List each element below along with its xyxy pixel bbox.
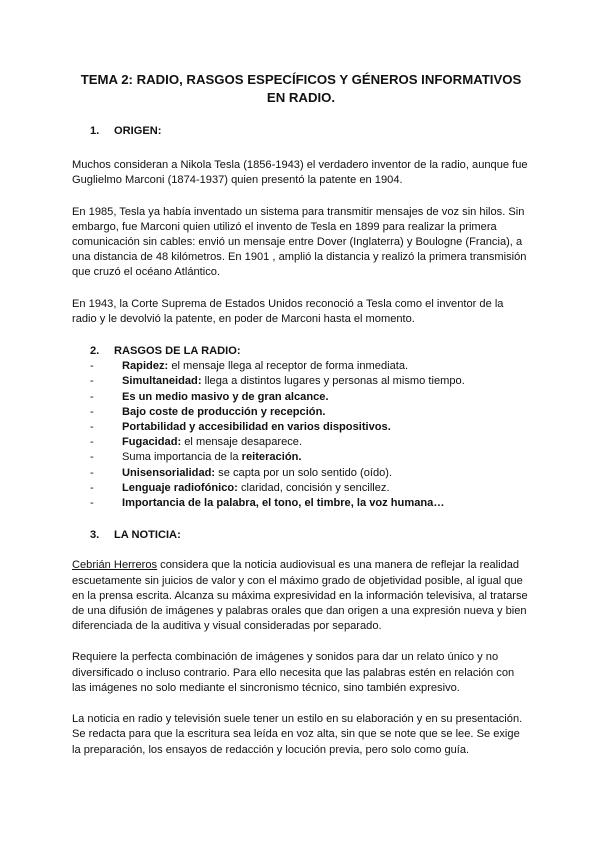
list-item	[72, 450, 528, 465]
list-bullet: -	[90, 405, 94, 418]
list-item	[72, 496, 528, 511]
list-item-text: claridad, concisión y sencillez.	[237, 481, 390, 494]
section-heading-text: LA NOTICIA:	[114, 529, 181, 542]
list-item-bold: Simultaneidad:	[122, 375, 202, 388]
list-item-bold: Rapidez:	[122, 360, 169, 373]
document-title: TEMA 2: RADIO, RASGOS ESPECÍFICOS Y GÉNEROS INFORMATIVOS EN RADIO.	[80, 72, 522, 105]
list-bullet: -	[90, 360, 94, 373]
section-number: 1.	[90, 125, 100, 137]
list-item-bold: reiteración.	[241, 451, 302, 464]
list-item-bold: Importancia de la palabra, el tono, el timbre, la voz humana…	[122, 497, 445, 510]
paragraph-origen-3: En 1943, la Corte Suprema de Estados Unidos reconoció a Tesla como el inventor de la radio y le devolvió la patente, en poder de Marconi hasta el momento.	[72, 297, 504, 325]
list-bullet: -	[90, 497, 94, 510]
list-item	[72, 390, 528, 405]
paragraph-origen-1: Muchos consideran a Nikola Tesla (1856-1943) el verdadero inventor de la radio, aunque fue Guglielmo Marconi (1874-1937) quien presentó la patente en 1904.	[72, 159, 528, 187]
section-heading-text: RASGOS DE LA RADIO:	[114, 345, 241, 358]
list-item-bold: Unisensorialidad:	[122, 466, 216, 479]
list-item	[72, 466, 528, 481]
section-number: 3.	[90, 529, 100, 542]
list-item	[72, 420, 528, 435]
paragraph-noticia-3: La noticia en radio y televisión suele tener un estilo en su elaboración y en su presentación. Se redacta para que la escritura sea leída en voz alta, sin que se note que se lee. Se exige la preparación, los ensayos de redacción y locución previa, pero solo como guía.	[72, 713, 523, 756]
list-bullet: -	[90, 421, 94, 434]
author-link[interactable]: Cebrián Herreros	[72, 559, 158, 572]
paragraph-text: considera que la noticia audiovisual es una manera de reflejar la realidad escuetamente sin juicios de valor y con el máximo grado de objetividad posible, al igual que en la prensa escrita. Alcanza su máxima expresividad en la información televisiva, al tratarse de una difusión de imágenes y palabras orales que dan origen a una expresión nueva y bien diferenciada de la auditiva y visual consideradas por separado.	[72, 559, 528, 633]
list-bullet: -	[90, 466, 94, 479]
list-bullet: -	[90, 375, 94, 388]
section-heading-text: ORIGEN:	[114, 125, 162, 137]
paragraph-noticia-2: Requiere la perfecta combinación de imágenes y sonidos para dar un relato único y no diversificado o incluso contrario. Para ello necesita que las palabras estén en relación con las imágenes no solo mediante el sincronismo técnico, sino también expresivo.	[72, 651, 515, 694]
rasgos-list	[72, 359, 528, 511]
list-item-bold: Es un medio masivo y de gran alcance.	[122, 390, 329, 403]
list-item-bold: Portabilidad y accesibilidad en varios dispositivos.	[122, 421, 391, 434]
list-item-bold: Lenguaje radiofónico:	[122, 481, 238, 494]
list-item-text: el mensaje llega al receptor de forma inmediata.	[168, 360, 409, 373]
list-item-text: llega a distintos lugares y personas al mismo tiempo.	[201, 375, 465, 388]
list-item	[72, 435, 528, 450]
list-item	[72, 374, 528, 389]
list-item	[72, 405, 528, 420]
list-item-bold: Fugacidad:	[122, 436, 182, 449]
list-bullet: -	[90, 390, 94, 403]
list-bullet: -	[90, 436, 94, 449]
list-item-text: se capta por un solo sentido (oído).	[215, 466, 393, 479]
list-item	[72, 481, 528, 496]
section-heading-noticia	[72, 528, 528, 543]
list-item	[72, 359, 528, 374]
paragraph-noticia-1	[72, 558, 528, 634]
paragraph-origen-2: En 1985, Tesla ya había inventado un sistema para transmitir mensajes de voz sin hilos. Sin embargo, fue Marconi quien utilizó el invento de Tesla en 1899 para realizar la primera comunicación sin cables: envió un mensaje entre Dover (Inglaterra) y Boulogne (Francia), a una distancia de 48 kilómetros. En 1901 , amplió la distancia y realizó la primera transmisión que cruzó el océano Atlántico.	[72, 205, 527, 279]
list-bullet: -	[90, 481, 94, 494]
section-heading-rasgos	[72, 344, 528, 359]
list-item-text: Suma importancia de la	[122, 451, 242, 464]
list-item-text: el mensaje desaparece.	[181, 436, 303, 449]
section-number: 2.	[90, 345, 100, 358]
list-bullet: -	[90, 451, 94, 464]
section-heading-origen	[72, 124, 528, 139]
list-item-bold: Bajo coste de producción y recepción.	[122, 405, 326, 418]
